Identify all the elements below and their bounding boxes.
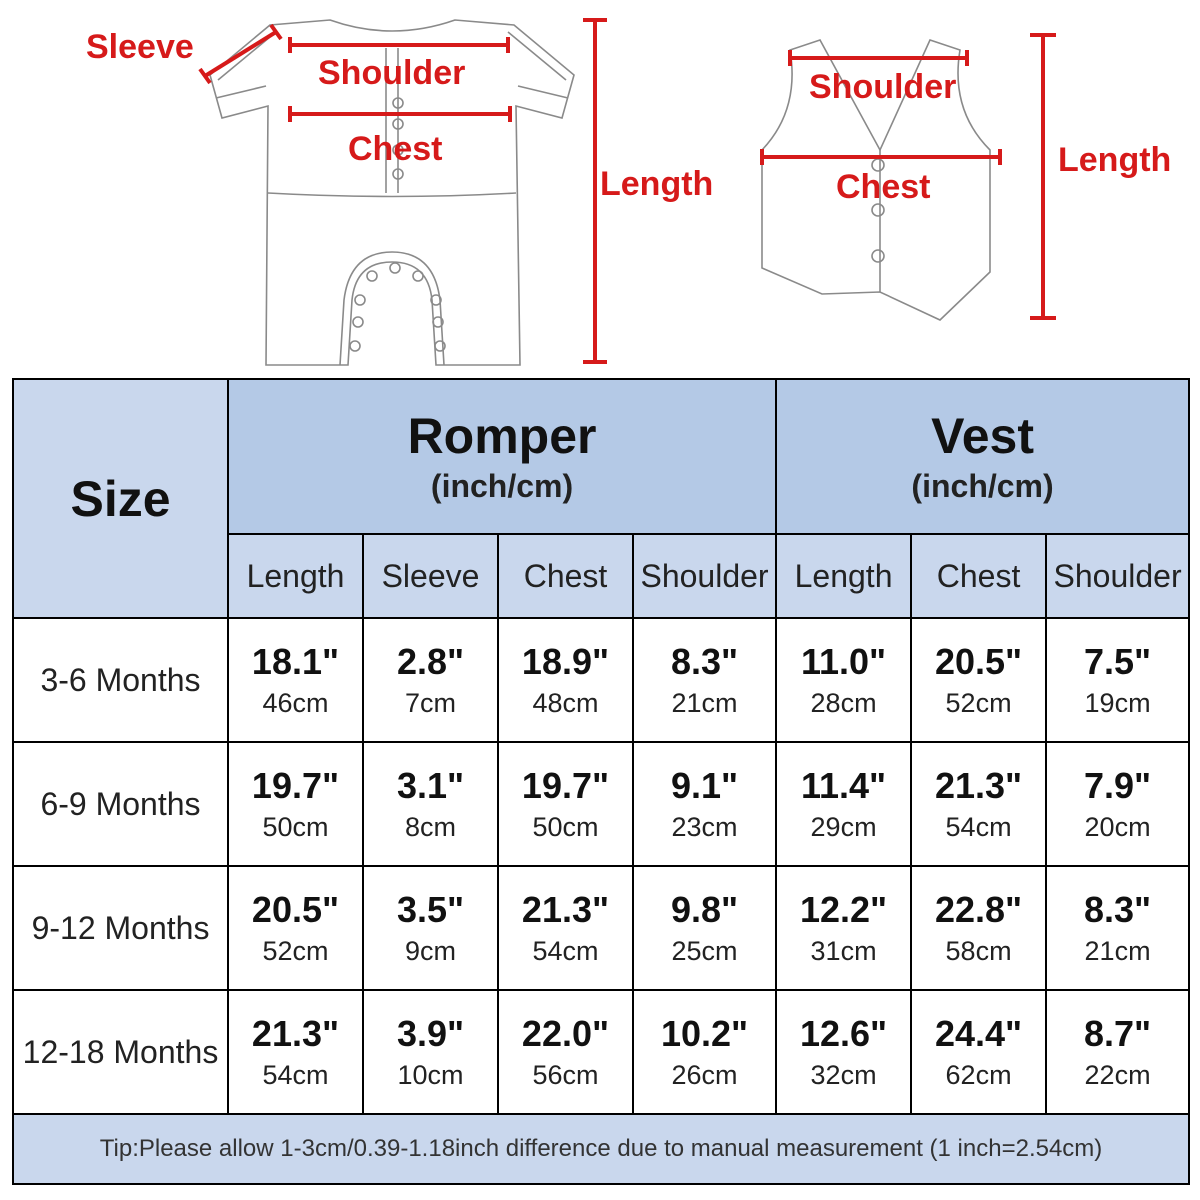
measure-cell bbox=[633, 742, 776, 866]
cm-value: 52cm bbox=[945, 688, 1012, 719]
inch-value: 8.3" bbox=[1083, 888, 1152, 930]
vest-group-name: Vest bbox=[931, 407, 1034, 464]
vest-shoulder-label: Shoulder bbox=[809, 68, 957, 106]
inch-value: 9.8" bbox=[670, 888, 739, 930]
size-label: 12-18 Months bbox=[13, 990, 228, 1114]
table-row bbox=[13, 866, 1189, 990]
cm-value: 54cm bbox=[532, 936, 599, 967]
measure-cell bbox=[363, 618, 498, 742]
measure-cell bbox=[776, 742, 911, 866]
inch-value: 21.3" bbox=[521, 888, 610, 930]
cm-value: 58cm bbox=[945, 936, 1012, 967]
cm-value: 32cm bbox=[810, 1060, 877, 1091]
romper-length-label: Length bbox=[600, 165, 714, 203]
size-label: 9-12 Months bbox=[13, 866, 228, 990]
cm-value: 54cm bbox=[262, 1060, 329, 1091]
inch-value: 22.0" bbox=[521, 1012, 610, 1054]
size-label: 6-9 Months bbox=[13, 742, 228, 866]
size-chart-table bbox=[12, 378, 1190, 1185]
measure-cell bbox=[911, 866, 1046, 990]
cm-value: 31cm bbox=[810, 936, 877, 967]
inch-value: 7.9" bbox=[1083, 764, 1152, 806]
measure-cell bbox=[498, 742, 633, 866]
cm-value: 26cm bbox=[671, 1060, 738, 1091]
inch-value: 18.9" bbox=[521, 640, 610, 682]
cm-value: 21cm bbox=[1084, 936, 1151, 967]
measure-cell bbox=[363, 742, 498, 866]
measurement-tip: Tip:Please allow 1-3cm/0.39-1.18inch difference due to manual measurement (1 inch=2.54cm) bbox=[13, 1114, 1189, 1184]
cm-value: 7cm bbox=[404, 688, 456, 719]
cm-value: 46cm bbox=[262, 688, 329, 719]
inch-value: 22.8" bbox=[934, 888, 1023, 930]
tip-row bbox=[13, 1114, 1189, 1184]
table-row bbox=[13, 742, 1189, 866]
inch-value: 7.5" bbox=[1083, 640, 1152, 682]
column-header: Chest bbox=[498, 534, 633, 618]
inch-value: 11.0" bbox=[800, 640, 887, 682]
inch-value: 10.2" bbox=[660, 1012, 749, 1054]
measure-cell bbox=[498, 618, 633, 742]
measure-cell bbox=[633, 990, 776, 1114]
measure-cell bbox=[363, 990, 498, 1114]
cm-value: 19cm bbox=[1084, 688, 1151, 719]
inch-value: 2.8" bbox=[396, 640, 465, 682]
column-header: Shoulder bbox=[633, 534, 776, 618]
romper-group-name: Romper bbox=[407, 407, 597, 464]
vest-length-label: Length bbox=[1058, 141, 1172, 179]
inch-value: 9.1" bbox=[670, 764, 739, 806]
cm-value: 50cm bbox=[532, 812, 599, 843]
romper-chest-label: Chest bbox=[348, 130, 443, 168]
measure-cell bbox=[228, 618, 363, 742]
measure-cell bbox=[1046, 618, 1189, 742]
cm-value: 9cm bbox=[404, 936, 456, 967]
measure-cell bbox=[228, 742, 363, 866]
measure-cell bbox=[633, 866, 776, 990]
cm-value: 8cm bbox=[404, 812, 456, 843]
measure-cell bbox=[911, 618, 1046, 742]
size-header: Size bbox=[13, 379, 228, 618]
column-header: Length bbox=[228, 534, 363, 618]
measure-cell bbox=[911, 990, 1046, 1114]
inch-value: 3.5" bbox=[396, 888, 465, 930]
cm-value: 52cm bbox=[262, 936, 329, 967]
measure-cell bbox=[1046, 990, 1189, 1114]
inch-value: 11.4" bbox=[800, 764, 887, 806]
measure-cell bbox=[776, 866, 911, 990]
measure-cell bbox=[498, 990, 633, 1114]
measure-cell bbox=[776, 990, 911, 1114]
measure-cell bbox=[1046, 866, 1189, 990]
inch-value: 3.1" bbox=[396, 764, 465, 806]
measure-cell bbox=[633, 618, 776, 742]
column-header: Chest bbox=[911, 534, 1046, 618]
romper-sleeve-label: Sleeve bbox=[86, 28, 194, 66]
size-label: 3-6 Months bbox=[13, 618, 228, 742]
inch-value: 18.1" bbox=[251, 640, 340, 682]
table-row bbox=[13, 990, 1189, 1114]
cm-value: 21cm bbox=[671, 688, 738, 719]
cm-value: 25cm bbox=[671, 936, 738, 967]
measurement-diagrams bbox=[0, 0, 1200, 375]
cm-value: 50cm bbox=[262, 812, 329, 843]
cm-value: 48cm bbox=[532, 688, 599, 719]
cm-value: 22cm bbox=[1084, 1060, 1151, 1091]
inch-value: 21.3" bbox=[934, 764, 1023, 806]
inch-value: 20.5" bbox=[251, 888, 340, 930]
inch-value: 8.7" bbox=[1083, 1012, 1152, 1054]
cm-value: 28cm bbox=[810, 688, 877, 719]
romper-shoulder-label: Shoulder bbox=[318, 54, 466, 92]
measure-cell bbox=[911, 742, 1046, 866]
measure-cell bbox=[1046, 742, 1189, 866]
inch-value: 19.7" bbox=[251, 764, 340, 806]
vest-chest-label: Chest bbox=[836, 168, 931, 206]
measure-cell bbox=[776, 618, 911, 742]
inch-value: 21.3" bbox=[251, 1012, 340, 1054]
table-row bbox=[13, 618, 1189, 742]
measure-cell bbox=[228, 866, 363, 990]
inch-value: 8.3" bbox=[670, 640, 739, 682]
column-header: Length bbox=[776, 534, 911, 618]
cm-value: 56cm bbox=[532, 1060, 599, 1091]
inch-value: 19.7" bbox=[521, 764, 610, 806]
inch-value: 24.4" bbox=[934, 1012, 1023, 1054]
inch-value: 12.6" bbox=[799, 1012, 888, 1054]
cm-value: 29cm bbox=[810, 812, 877, 843]
cm-value: 54cm bbox=[945, 812, 1012, 843]
vest-group-header bbox=[776, 379, 1189, 534]
measure-cell bbox=[363, 866, 498, 990]
group-header-row bbox=[13, 379, 1189, 534]
romper-group-unit: (inch/cm) bbox=[430, 467, 574, 504]
cm-value: 20cm bbox=[1084, 812, 1151, 843]
romper-group-header bbox=[228, 379, 776, 534]
measure-cell bbox=[228, 990, 363, 1114]
measure-cell bbox=[498, 866, 633, 990]
cm-value: 10cm bbox=[397, 1060, 464, 1091]
inch-value: 20.5" bbox=[934, 640, 1023, 682]
inch-value: 12.2" bbox=[799, 888, 888, 930]
vest-group-unit: (inch/cm) bbox=[911, 467, 1054, 504]
column-header: Shoulder bbox=[1046, 534, 1189, 618]
cm-value: 62cm bbox=[945, 1060, 1012, 1091]
cm-value: 23cm bbox=[671, 812, 738, 843]
column-header: Sleeve bbox=[363, 534, 498, 618]
inch-value: 3.9" bbox=[396, 1012, 465, 1054]
